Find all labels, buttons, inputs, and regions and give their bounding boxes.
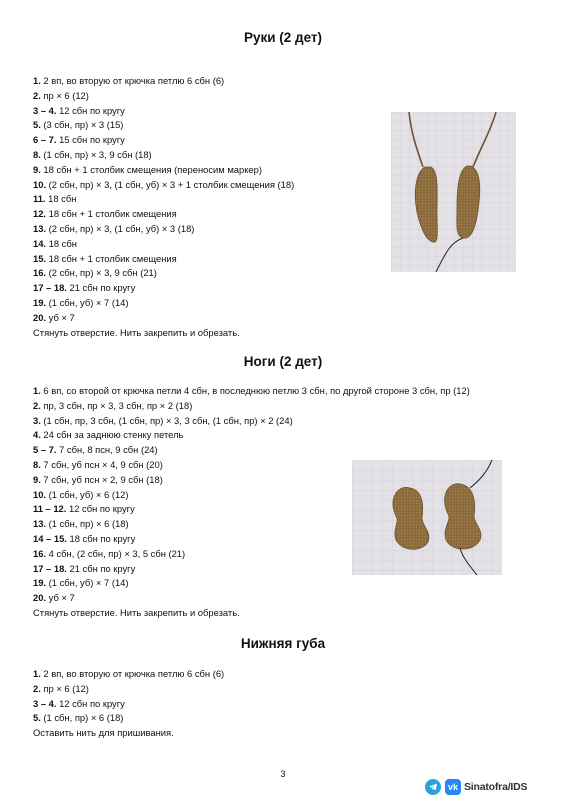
row-number: 2. xyxy=(33,399,41,411)
row-number: 1. xyxy=(33,75,41,86)
instruction-row xyxy=(33,89,294,104)
instruction-row xyxy=(33,192,294,207)
row-text: 2 вп, во вторую от крючка петлю 6 сбн (6) xyxy=(40,668,225,679)
row-number: 11. xyxy=(33,193,46,205)
row-number: 13. xyxy=(33,222,47,234)
row-number: 1. xyxy=(33,385,41,396)
instruction-row xyxy=(33,74,294,89)
footer-branding xyxy=(425,778,527,796)
row-number: 9. xyxy=(33,473,41,485)
row-text: (2 сбн, пр) × 3, (1 сбн, уб) × 3 + 1 столбик смещения (18) xyxy=(46,178,295,190)
instruction-row xyxy=(33,443,470,458)
row-number: 14 – 15. xyxy=(33,532,67,544)
row-text: 18 сбн + 1 столбик смещения xyxy=(46,252,177,264)
row-number: 1. xyxy=(33,668,41,679)
row-number: 3 – 4. xyxy=(33,697,57,709)
instruction-row xyxy=(33,399,470,414)
row-number: 5 – 7. xyxy=(33,444,57,456)
vk-icon[interactable]: vk xyxy=(445,779,461,795)
instruction-row xyxy=(33,697,224,712)
row-number: 9. xyxy=(33,163,41,175)
row-text: (1 сбн, пр) × 6 (18) xyxy=(40,712,124,724)
instruction-row xyxy=(33,133,294,148)
instruction-row xyxy=(33,606,470,621)
footer-text: Sinatofra/IDS xyxy=(464,781,528,793)
row-number: 2. xyxy=(33,89,41,101)
instruction-row xyxy=(33,178,294,193)
section-title-legs: Ноги (2 дет) xyxy=(243,354,323,369)
row-number: 8. xyxy=(33,458,41,470)
instruction-row xyxy=(33,311,294,326)
row-text: 18 сбн + 1 столбик смещения (переносим маркер) xyxy=(40,163,262,175)
instruction-row xyxy=(33,163,294,178)
photo-arms xyxy=(391,112,516,272)
row-text: 12 сбн по кругу xyxy=(66,503,135,515)
instruction-row xyxy=(33,281,294,296)
instruction-row xyxy=(33,384,470,399)
row-text: 18 сбн + 1 столбик смещения xyxy=(46,208,177,220)
instruction-row xyxy=(33,252,294,267)
row-number: 15. xyxy=(33,252,47,264)
instruction-row xyxy=(33,222,294,237)
row-text: 2 вп, во вторую от крючка петлю 6 сбн (6) xyxy=(40,75,225,86)
instruction-row xyxy=(33,726,224,741)
row-number: 16. xyxy=(33,267,47,279)
instruction-row xyxy=(33,266,294,281)
instruction-list-arms xyxy=(33,74,294,340)
row-text: 7 сбн, 8 псн, 9 сбн (24) xyxy=(56,444,158,456)
instruction-row xyxy=(33,104,294,119)
row-number: 16. xyxy=(33,547,47,559)
row-number: 8. xyxy=(33,148,41,160)
instruction-row xyxy=(33,428,470,443)
row-text: (1 сбн, пр) × 3, 9 сбн (18) xyxy=(40,148,152,160)
section-title-lower-lip: Нижняя губа xyxy=(240,636,326,651)
row-number: 10. xyxy=(33,488,47,500)
row-text: (2 сбн, пр) × 3, 9 сбн (21) xyxy=(46,267,157,279)
row-number: 10. xyxy=(33,178,47,190)
row-number: 14. xyxy=(33,237,47,249)
instruction-row xyxy=(33,682,224,697)
row-number: 19. xyxy=(33,577,47,589)
row-text: 21 сбн по кругу xyxy=(66,562,136,574)
row-number: 3. xyxy=(33,414,41,426)
row-text: уб × 7 xyxy=(46,592,75,604)
instruction-row xyxy=(33,667,224,682)
row-number: 11 – 12. xyxy=(33,503,67,515)
row-text: Стянуть отверстие. Нить закрепить и обрезать. xyxy=(33,326,240,338)
row-number: 3 – 4. xyxy=(33,104,57,116)
section-title-arms: Руки (2 дет) xyxy=(243,30,323,45)
row-number: 13. xyxy=(33,518,47,530)
row-number: 5. xyxy=(33,119,41,131)
row-number: 17 – 18. xyxy=(33,562,67,574)
row-text: (1 сбн, пр, 3 сбн, (1 сбн, пр) × 3, 3 сбн, (1 сбн, пр) × 2 (24) xyxy=(40,414,293,426)
instruction-list-lower-lip xyxy=(33,667,224,741)
instruction-row xyxy=(33,237,294,252)
row-text: 18 сбн по кругу xyxy=(66,532,136,544)
row-text: (1 сбн, уб) × 7 (14) xyxy=(46,577,129,589)
instruction-row xyxy=(33,591,470,606)
row-text: 6 вп, со второй от крючка петли 4 сбн, в последнюю петлю 3 сбн, по другой стороне 3 сбн, пр (12) xyxy=(40,385,470,396)
instruction-row xyxy=(33,326,294,341)
row-text: 24 сбн за заднюю стенку петель xyxy=(40,429,184,441)
row-text: (1 сбн, уб) × 6 (12) xyxy=(46,488,129,500)
row-text: (2 сбн, пр) × 3, (1 сбн, уб) × 3 (18) xyxy=(46,222,195,234)
row-text: (1 сбн, уб) × 7 (14) xyxy=(46,296,129,308)
row-text: Оставить нить для пришивания. xyxy=(33,727,174,739)
photo-legs xyxy=(352,460,502,575)
row-text: 12 сбн по кругу xyxy=(56,697,125,709)
row-number: 2. xyxy=(33,682,41,694)
row-number: 20. xyxy=(33,311,47,323)
instruction-row xyxy=(33,711,224,726)
row-text: пр × 6 (12) xyxy=(40,89,89,101)
instruction-row xyxy=(33,207,294,222)
row-number: 19. xyxy=(33,296,47,308)
instruction-row xyxy=(33,576,470,591)
row-number: 4. xyxy=(33,429,41,441)
row-text: 4 сбн, (2 сбн, пр) × 3, 5 сбн (21) xyxy=(46,547,186,559)
telegram-icon[interactable] xyxy=(425,779,441,795)
row-text: 18 сбн xyxy=(45,193,77,205)
row-number: 6 – 7. xyxy=(33,134,57,146)
row-text: (1 сбн, пр) × 6 (18) xyxy=(46,518,129,530)
row-text: 21 сбн по кругу xyxy=(66,282,136,294)
row-number: 5. xyxy=(33,712,41,724)
row-text: 18 сбн xyxy=(46,237,77,249)
page-number: 3 xyxy=(280,769,286,779)
row-number: 17 – 18. xyxy=(33,282,67,294)
row-text: уб × 7 xyxy=(46,311,75,323)
instruction-row xyxy=(33,414,470,429)
row-text: 12 сбн по кругу xyxy=(56,104,125,116)
row-text: 15 сбн по кругу xyxy=(56,134,125,146)
instruction-row xyxy=(33,296,294,311)
instruction-row xyxy=(33,148,294,163)
row-text: (3 сбн, пр) × 3 (15) xyxy=(40,119,124,131)
instruction-row xyxy=(33,118,294,133)
row-text: 7 сбн, уб псн × 2, 9 сбн (18) xyxy=(40,473,163,485)
row-text: Стянуть отверстие. Нить закрепить и обрезать. xyxy=(33,606,240,618)
row-text: 7 сбн, уб псн × 4, 9 сбн (20) xyxy=(40,458,163,470)
row-number: 12. xyxy=(33,208,47,220)
row-text: пр × 6 (12) xyxy=(40,682,89,694)
row-number: 20. xyxy=(33,592,47,604)
row-text: пр, 3 сбн, пр × 3, 3 сбн, пр × 2 (18) xyxy=(40,399,193,411)
